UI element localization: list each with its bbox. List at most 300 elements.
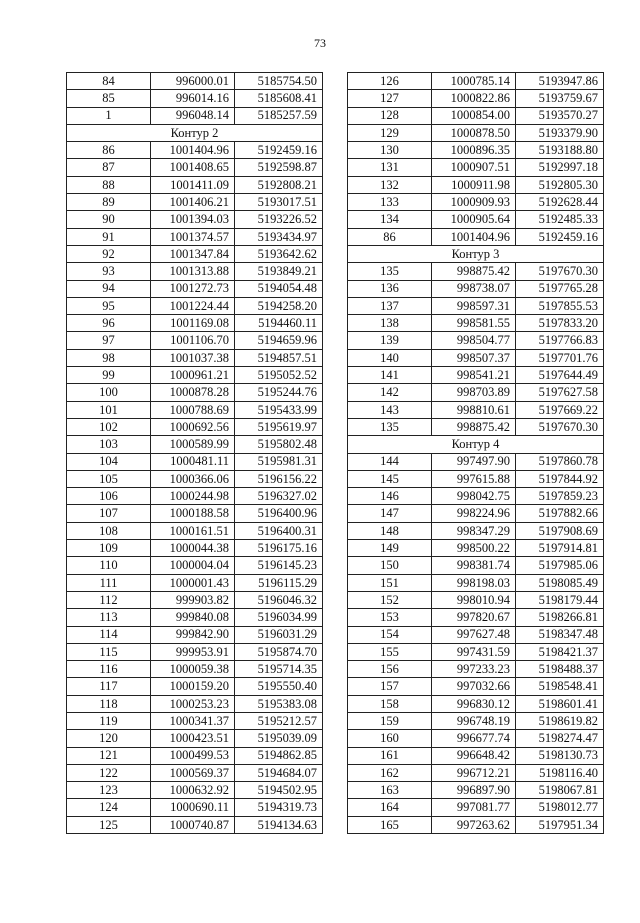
point-number-cell: 95 [67,297,151,314]
table-row [67,280,323,297]
x-coordinate-cell: 1000822.86 [432,90,516,107]
x-coordinate-cell: 997081.77 [432,799,516,816]
table-row [67,522,323,539]
table-row [348,228,604,245]
y-coordinate-cell: 5195550.40 [235,678,323,695]
point-number-cell: 92 [67,245,151,262]
x-coordinate-cell: 1000878.50 [432,124,516,141]
table-row [348,142,604,159]
point-number-cell: 107 [67,505,151,522]
y-coordinate-cell: 5194258.20 [235,297,323,314]
y-coordinate-cell: 5198266.81 [516,609,604,626]
point-number-cell: 162 [348,764,432,781]
point-number-cell: 137 [348,297,432,314]
y-coordinate-cell: 5198179.44 [516,591,604,608]
x-coordinate-cell: 996677.74 [432,730,516,747]
point-number-cell: 153 [348,609,432,626]
table-row [67,453,323,470]
x-coordinate-cell: 1000423.51 [151,730,235,747]
x-coordinate-cell: 998347.29 [432,522,516,539]
table-row [348,176,604,193]
x-coordinate-cell: 998500.22 [432,540,516,557]
point-number-cell: 86 [67,142,151,159]
point-number-cell: 133 [348,194,432,211]
y-coordinate-cell: 5193849.21 [235,263,323,280]
x-coordinate-cell: 1001406.21 [151,194,235,211]
table-row [348,505,604,522]
y-coordinate-cell: 5192459.16 [516,228,604,245]
y-coordinate-cell: 5193570.27 [516,107,604,124]
x-coordinate-cell: 1000909.93 [432,194,516,211]
point-number-cell: 104 [67,453,151,470]
point-number-cell: 141 [348,367,432,384]
x-coordinate-cell: 1001224.44 [151,297,235,314]
table-row [348,384,604,401]
x-coordinate-cell: 997032.66 [432,678,516,695]
point-number-cell: 130 [348,142,432,159]
point-number-cell: 140 [348,349,432,366]
point-number-cell: 105 [67,470,151,487]
table-row [348,730,604,747]
y-coordinate-cell: 5192485.33 [516,211,604,228]
y-coordinate-cell: 5198347.48 [516,626,604,643]
x-coordinate-cell: 1001272.73 [151,280,235,297]
table-row [67,176,323,193]
x-coordinate-cell: 998875.42 [432,418,516,435]
point-number-cell: 125 [67,816,151,833]
coordinates-table-right [347,72,604,834]
x-coordinate-cell: 1000161.51 [151,522,235,539]
table-row [67,540,323,557]
point-number-cell: 97 [67,332,151,349]
point-number-cell: 110 [67,557,151,574]
y-coordinate-cell: 5197855.53 [516,297,604,314]
x-coordinate-cell: 996830.12 [432,695,516,712]
x-coordinate-cell: 1001404.96 [432,228,516,245]
y-coordinate-cell: 5196175.16 [235,540,323,557]
y-coordinate-cell: 5197985.06 [516,557,604,574]
x-coordinate-cell: 998810.61 [432,401,516,418]
table-row [348,574,604,591]
x-coordinate-cell: 1000911.98 [432,176,516,193]
table-row [348,332,604,349]
table-row [67,245,323,262]
y-coordinate-cell: 5195433.99 [235,401,323,418]
table-row [348,280,604,297]
y-coordinate-cell: 5192628.44 [516,194,604,211]
point-number-cell: 139 [348,332,432,349]
table-row [348,401,604,418]
table-row [348,367,604,384]
point-number-cell: 155 [348,643,432,660]
y-coordinate-cell: 5193188.80 [516,142,604,159]
x-coordinate-cell: 1000788.69 [151,401,235,418]
table-row [67,712,323,729]
y-coordinate-cell: 5197833.20 [516,315,604,332]
x-coordinate-cell: 996048.14 [151,107,235,124]
table-row [67,401,323,418]
point-number-cell: 98 [67,349,151,366]
y-coordinate-cell: 5195619.97 [235,418,323,435]
y-coordinate-cell: 5198619.82 [516,712,604,729]
y-coordinate-cell: 5194054.48 [235,280,323,297]
y-coordinate-cell: 5197766.83 [516,332,604,349]
point-number-cell: 94 [67,280,151,297]
x-coordinate-cell: 1000905.64 [432,211,516,228]
y-coordinate-cell: 5198421.37 [516,643,604,660]
table-row [67,799,323,816]
point-number-cell: 124 [67,799,151,816]
x-coordinate-cell: 996648.42 [432,747,516,764]
point-number-cell: 93 [67,263,151,280]
x-coordinate-cell: 997263.62 [432,816,516,833]
x-coordinate-cell: 1000001.43 [151,574,235,591]
x-coordinate-cell: 998541.21 [432,367,516,384]
point-number-cell: 157 [348,678,432,695]
y-coordinate-cell: 5192598.87 [235,159,323,176]
coordinates-table-left [66,72,323,834]
point-number-cell: 118 [67,695,151,712]
y-coordinate-cell: 5196156.22 [235,470,323,487]
point-number-cell: 109 [67,540,151,557]
table-row [67,90,323,107]
table-row [348,799,604,816]
section-header-row [348,245,604,262]
x-coordinate-cell: 997233.23 [432,661,516,678]
y-coordinate-cell: 5185257.59 [235,107,323,124]
point-number-cell: 134 [348,211,432,228]
table-row [67,418,323,435]
table-row [67,643,323,660]
x-coordinate-cell: 1000589.99 [151,436,235,453]
y-coordinate-cell: 5198130.73 [516,747,604,764]
x-coordinate-cell: 1000004.04 [151,557,235,574]
point-number-cell: 135 [348,263,432,280]
y-coordinate-cell: 5194659.96 [235,332,323,349]
point-number-cell: 160 [348,730,432,747]
table-row [348,764,604,781]
table-row [348,747,604,764]
x-coordinate-cell: 1000854.00 [432,107,516,124]
table-row [348,315,604,332]
point-number-cell: 150 [348,557,432,574]
y-coordinate-cell: 5196400.96 [235,505,323,522]
point-number-cell: 90 [67,211,151,228]
y-coordinate-cell: 5198488.37 [516,661,604,678]
y-coordinate-cell: 5197882.66 [516,505,604,522]
y-coordinate-cell: 5197859.23 [516,488,604,505]
point-number-cell: 165 [348,816,432,833]
table-row [67,470,323,487]
table-row [348,263,604,280]
y-coordinate-cell: 5197670.30 [516,418,604,435]
table-row [67,349,323,366]
point-number-cell: 128 [348,107,432,124]
x-coordinate-cell: 1001037.38 [151,349,235,366]
y-coordinate-cell: 5194460.11 [235,315,323,332]
y-coordinate-cell: 5193947.86 [516,73,604,90]
y-coordinate-cell: 5185754.50 [235,73,323,90]
point-number-cell: 154 [348,626,432,643]
point-number-cell: 147 [348,505,432,522]
x-coordinate-cell: 997497.90 [432,453,516,470]
x-coordinate-cell: 1000188.58 [151,505,235,522]
y-coordinate-cell: 5196034.99 [235,609,323,626]
x-coordinate-cell: 1000692.56 [151,418,235,435]
y-coordinate-cell: 5196115.29 [235,574,323,591]
point-number-cell: 99 [67,367,151,384]
y-coordinate-cell: 5197670.30 [516,263,604,280]
x-coordinate-cell: 998738.07 [432,280,516,297]
table-row [67,591,323,608]
point-number-cell: 88 [67,176,151,193]
x-coordinate-cell: 1000499.53 [151,747,235,764]
table-row [67,263,323,280]
point-number-cell: 121 [67,747,151,764]
y-coordinate-cell: 5185608.41 [235,90,323,107]
point-number-cell: 149 [348,540,432,557]
point-number-cell: 114 [67,626,151,643]
table-row [348,297,604,314]
point-number-cell: 142 [348,384,432,401]
x-coordinate-cell: 1001106.70 [151,332,235,349]
point-number-cell: 100 [67,384,151,401]
x-coordinate-cell: 998875.42 [432,263,516,280]
table-row [67,142,323,159]
y-coordinate-cell: 5192459.16 [235,142,323,159]
table-row [348,488,604,505]
point-number-cell: 146 [348,488,432,505]
table-row [67,211,323,228]
table-row [67,816,323,833]
y-coordinate-cell: 5195981.31 [235,453,323,470]
point-number-cell: 131 [348,159,432,176]
x-coordinate-cell: 1000907.51 [432,159,516,176]
point-number-cell: 1 [67,107,151,124]
table-body [348,73,604,834]
y-coordinate-cell: 5198274.47 [516,730,604,747]
x-coordinate-cell: 1000159.20 [151,678,235,695]
point-number-cell: 87 [67,159,151,176]
x-coordinate-cell: 1000896.35 [432,142,516,159]
table-row [348,211,604,228]
x-coordinate-cell: 1000961.21 [151,367,235,384]
x-coordinate-cell: 998381.74 [432,557,516,574]
table-row [348,73,604,90]
table-row [348,90,604,107]
y-coordinate-cell: 5195244.76 [235,384,323,401]
table-row [67,695,323,712]
y-coordinate-cell: 5196046.32 [235,591,323,608]
table-row [348,626,604,643]
x-coordinate-cell: 998507.37 [432,349,516,366]
y-coordinate-cell: 5193434.97 [235,228,323,245]
y-coordinate-cell: 5193226.52 [235,211,323,228]
point-number-cell: 129 [348,124,432,141]
point-number-cell: 156 [348,661,432,678]
x-coordinate-cell: 998703.89 [432,384,516,401]
point-number-cell: 102 [67,418,151,435]
x-coordinate-cell: 1001347.84 [151,245,235,262]
table-row [348,453,604,470]
point-number-cell: 84 [67,73,151,90]
point-number-cell: 159 [348,712,432,729]
x-coordinate-cell: 1000690.11 [151,799,235,816]
table-row [348,695,604,712]
x-coordinate-cell: 997627.48 [432,626,516,643]
table-row [348,107,604,124]
y-coordinate-cell: 5197701.76 [516,349,604,366]
table-row [67,730,323,747]
point-number-cell: 135 [348,418,432,435]
point-number-cell: 89 [67,194,151,211]
point-number-cell: 144 [348,453,432,470]
y-coordinate-cell: 5198012.77 [516,799,604,816]
point-number-cell: 163 [348,782,432,799]
table-row [67,436,323,453]
y-coordinate-cell: 5192808.21 [235,176,323,193]
table-row [67,332,323,349]
x-coordinate-cell: 996000.01 [151,73,235,90]
point-number-cell: 132 [348,176,432,193]
y-coordinate-cell: 5195714.35 [235,661,323,678]
table-row [67,782,323,799]
y-coordinate-cell: 5197669.22 [516,401,604,418]
y-coordinate-cell: 5197765.28 [516,280,604,297]
point-number-cell: 106 [67,488,151,505]
point-number-cell: 111 [67,574,151,591]
table-row [348,661,604,678]
section-title: Контур 2 [67,124,323,141]
point-number-cell: 122 [67,764,151,781]
y-coordinate-cell: 5197627.58 [516,384,604,401]
y-coordinate-cell: 5198601.41 [516,695,604,712]
point-number-cell: 152 [348,591,432,608]
table-row [67,297,323,314]
point-number-cell: 113 [67,609,151,626]
y-coordinate-cell: 5194862.85 [235,747,323,764]
y-coordinate-cell: 5195802.48 [235,436,323,453]
y-coordinate-cell: 5192997.18 [516,159,604,176]
table-row [67,574,323,591]
table-row [348,522,604,539]
table-row [67,159,323,176]
y-coordinate-cell: 5194319.73 [235,799,323,816]
page-number: 73 [314,36,326,50]
y-coordinate-cell: 5194857.51 [235,349,323,366]
table-row [348,418,604,435]
y-coordinate-cell: 5194684.07 [235,764,323,781]
x-coordinate-cell: 998597.31 [432,297,516,314]
table-row [67,367,323,384]
x-coordinate-cell: 999840.08 [151,609,235,626]
table-row [348,349,604,366]
y-coordinate-cell: 5197844.92 [516,470,604,487]
table-row [67,228,323,245]
y-coordinate-cell: 5197951.34 [516,816,604,833]
x-coordinate-cell: 1001169.08 [151,315,235,332]
x-coordinate-cell: 1000481.11 [151,453,235,470]
point-number-cell: 123 [67,782,151,799]
y-coordinate-cell: 5198548.41 [516,678,604,695]
point-number-cell: 138 [348,315,432,332]
section-title: Контур 3 [348,245,604,262]
y-coordinate-cell: 5195052.52 [235,367,323,384]
point-number-cell: 143 [348,401,432,418]
y-coordinate-cell: 5195212.57 [235,712,323,729]
y-coordinate-cell: 5197914.81 [516,540,604,557]
y-coordinate-cell: 5196400.31 [235,522,323,539]
table-row [348,816,604,833]
x-coordinate-cell: 998042.75 [432,488,516,505]
table-row [67,315,323,332]
y-coordinate-cell: 5195874.70 [235,643,323,660]
table-row [348,124,604,141]
x-coordinate-cell: 1000059.38 [151,661,235,678]
y-coordinate-cell: 5198067.81 [516,782,604,799]
x-coordinate-cell: 997615.88 [432,470,516,487]
table-row [67,609,323,626]
x-coordinate-cell: 997431.59 [432,643,516,660]
x-coordinate-cell: 998010.94 [432,591,516,608]
x-coordinate-cell: 996897.90 [432,782,516,799]
y-coordinate-cell: 5193379.90 [516,124,604,141]
table-row [348,159,604,176]
table-row [67,107,323,124]
x-coordinate-cell: 1001374.57 [151,228,235,245]
point-number-cell: 112 [67,591,151,608]
table-row [67,661,323,678]
y-coordinate-cell: 5195039.09 [235,730,323,747]
x-coordinate-cell: 1000244.98 [151,488,235,505]
point-number-cell: 151 [348,574,432,591]
table-row [67,488,323,505]
y-coordinate-cell: 5196145.23 [235,557,323,574]
point-number-cell: 108 [67,522,151,539]
x-coordinate-cell: 998504.77 [432,332,516,349]
table-row [67,194,323,211]
x-coordinate-cell: 1000878.28 [151,384,235,401]
point-number-cell: 103 [67,436,151,453]
point-number-cell: 116 [67,661,151,678]
x-coordinate-cell: 999953.91 [151,643,235,660]
x-coordinate-cell: 1000740.87 [151,816,235,833]
y-coordinate-cell: 5192805.30 [516,176,604,193]
point-number-cell: 120 [67,730,151,747]
x-coordinate-cell: 998581.55 [432,315,516,332]
y-coordinate-cell: 5197860.78 [516,453,604,470]
x-coordinate-cell: 996712.21 [432,764,516,781]
x-coordinate-cell: 1000341.37 [151,712,235,729]
y-coordinate-cell: 5194134.63 [235,816,323,833]
y-coordinate-cell: 5196031.29 [235,626,323,643]
point-number-cell: 101 [67,401,151,418]
table-row [67,747,323,764]
x-coordinate-cell: 998224.96 [432,505,516,522]
y-coordinate-cell: 5193759.67 [516,90,604,107]
x-coordinate-cell: 1001408.65 [151,159,235,176]
x-coordinate-cell: 1001394.03 [151,211,235,228]
table-row [348,194,604,211]
point-number-cell: 96 [67,315,151,332]
y-coordinate-cell: 5198085.49 [516,574,604,591]
table-row [348,782,604,799]
table-row [348,591,604,608]
x-coordinate-cell: 1001404.96 [151,142,235,159]
point-number-cell: 117 [67,678,151,695]
point-number-cell: 161 [348,747,432,764]
y-coordinate-cell: 5193017.51 [235,194,323,211]
